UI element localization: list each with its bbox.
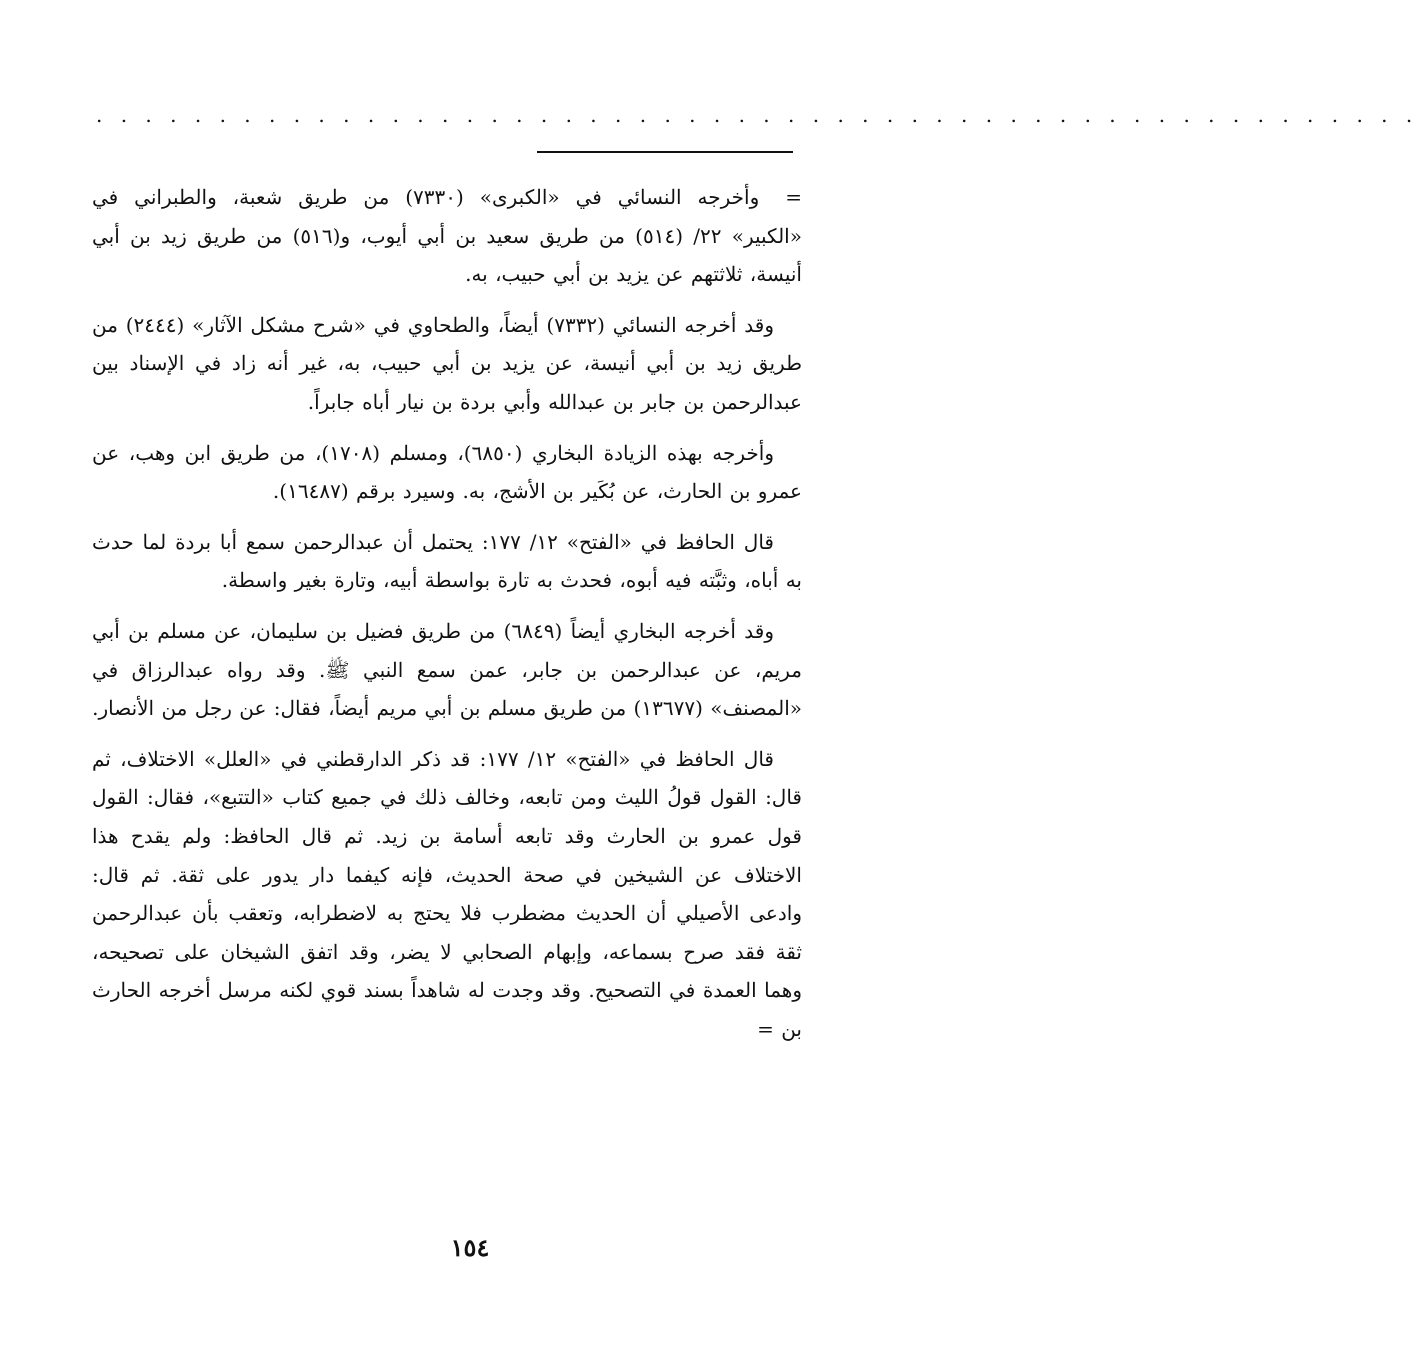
footnote-paragraph-6: قال الحافظ في «الفتح» ١٢/ ١٧٧: قد ذكر الدارقطني في «العلل» الاختلاف، ثم قال: القول قولُ الليث ومن تابعه، وخالف ذلك في جميع كتاب «التتبع»، فقال: القول قول عمرو بن الحارث وقد تابعه أسامة بن زيد. ثم قال الحافظ: ولم يقدح هذا الاختلاف عن الشيخين في صحة الحديث، فإنه كيفما دار يدور على ثقة. ثم قال: وادعى الأصيلي أن الحديث مضطرب فلا يحتج به لاضطرابه، وتعقب بأن عبدالرحمن ثقة فقد صرح بسماعه، وإبهام الصحابي لا يضر، وقد اتفق الشيخان على تصحيحه، وهما العمدة في التصحيح. وقد وجدت له شاهداً بسند قوي لكنه مرسل أخرجه الحارث بن = — [92, 746, 802, 1041]
footnote-paragraph-4: قال الحافظ في «الفتح» ١٢/ ١٧٧: يحتمل أن عبدالرحمن سمع أبا بردة لما حدث به أباه، وثبَّته فيه أبوه، فحدث به تارة بواسطة أبيه، وتارة بغير واسطة. — [92, 529, 802, 593]
footnote-paragraph-3: وأخرجه بهذه الزيادة البخاري (٦٨٥٠)، ومسلم (١٧٠٨)، من طريق ابن وهب، عن عمرو بن الحارث، عن بُكَير بن الأشج، به. وسيرد برقم (١٦٤٨٧). — [92, 440, 802, 504]
continuation-mark: = — [785, 185, 802, 209]
page-number: ١٥٤ — [450, 1233, 490, 1262]
footnote-text: وأخرجه النسائي في «الكبرى» (٧٣٣٠) من طريق شعبة، والطبراني في «الكبير» ٢٢/ (٥١٤) من طريق سعيد بن أبي أيوب، و(٥١٦) من طريق زيد بن أبي أنيسة، ثلاثتهم عن يزيد بن أبي حبيب، به. — [92, 185, 802, 287]
footnote-paragraph-1 — [92, 178, 802, 294]
footnotes-body — [92, 178, 802, 1060]
dotted-separator: . . . . . . . . . . . . . . . . . . . . . . . . . . . . . . . . . . . . . . . . . . . . . . . . . . . . . . — [96, 103, 1418, 127]
footnote-paragraph-2: وقد أخرجه النسائي (٧٣٣٢) أيضاً، والطحاوي في «شرح مشكل الآثار» (٢٤٤٤) من طريق زيد بن أبي أنيسة، عن يزيد بن أبي حبيب، به، غير أنه زاد في الإسناد بين عبدالرحمن بن جابر بن عبدالله وأبي بردة بن نيار أباه جابراً. — [92, 312, 802, 414]
footnote-rule — [537, 151, 793, 153]
footnote-paragraph-5: وقد أخرجه البخاري أيضاً (٦٨٤٩) من طريق فضيل بن سليمان، عن مسلم بن أبي مريم، عن عبدالرحمن بن جابر، عمن سمع النبي ﷺ. وقد رواه عبدالرزاق في «المصنف» (١٣٦٧٧) من طريق مسلم بن أبي مريم أيضاً، فقال: عن رجل من الأنصار. — [92, 618, 802, 721]
